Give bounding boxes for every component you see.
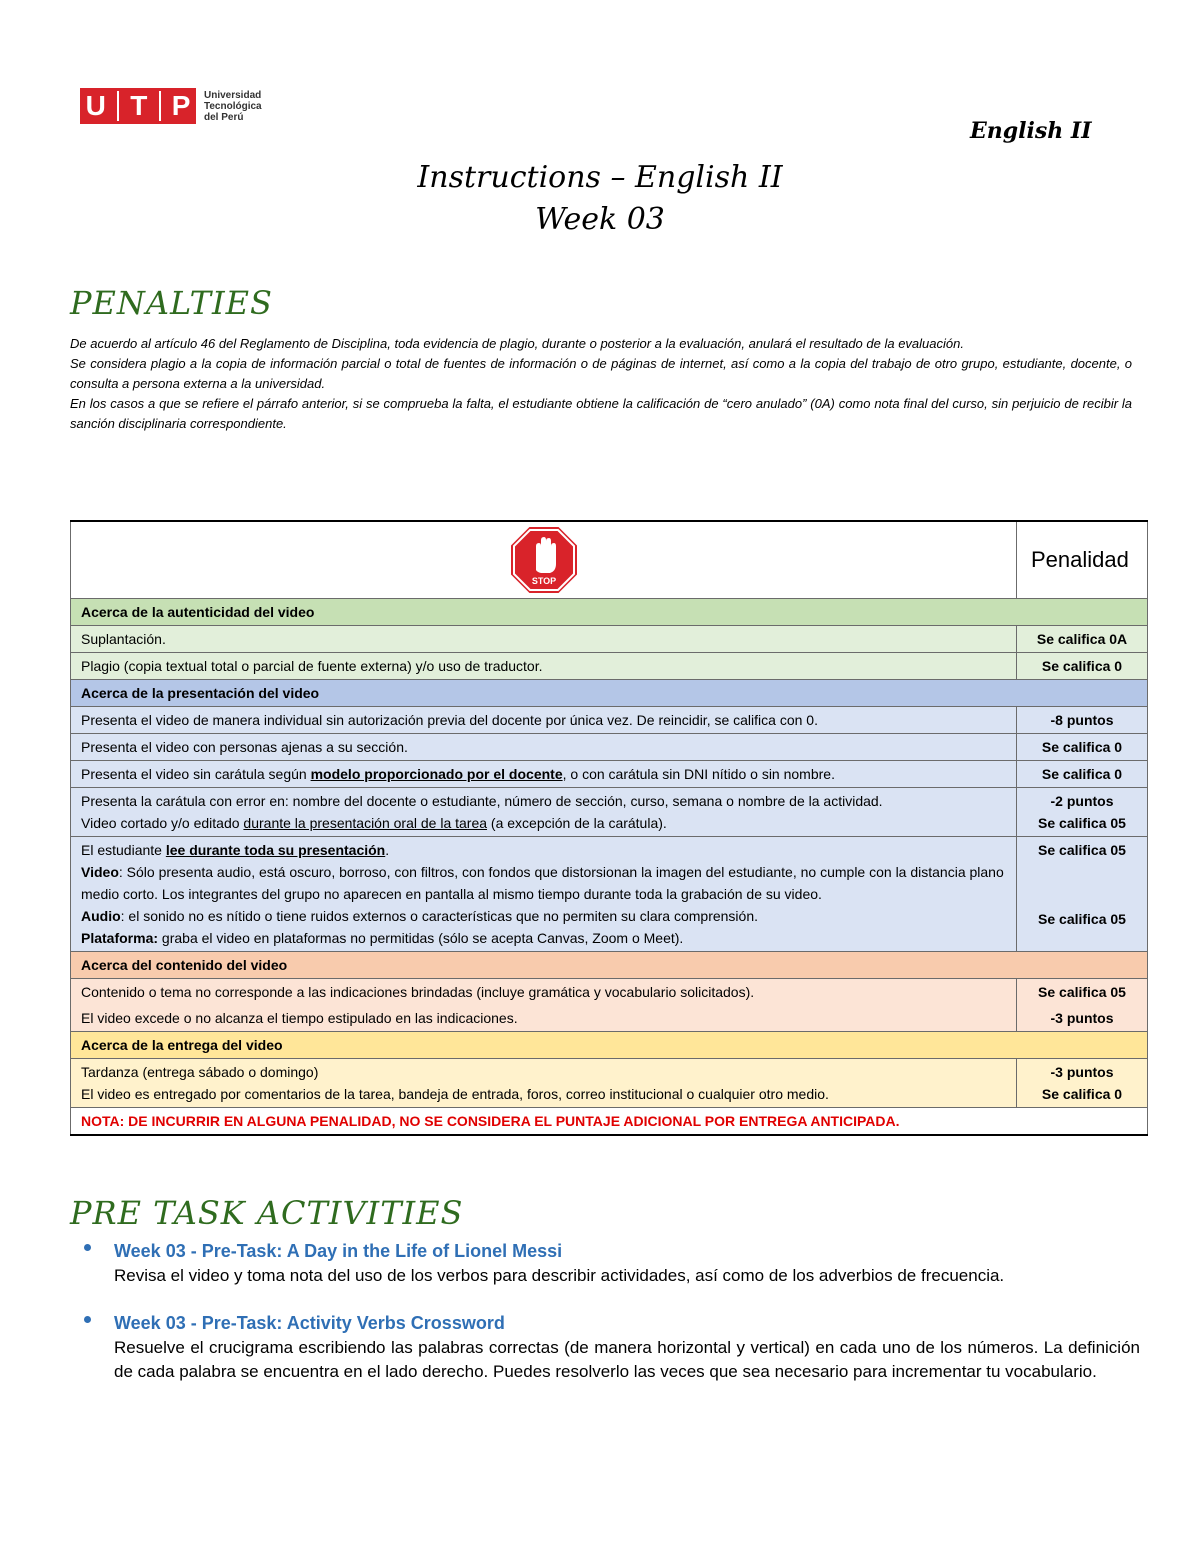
logo-text-line: del Perú bbox=[204, 111, 244, 123]
activity-description: Revisa el video y toma nota del uso de los verbos para describir actividades, así como de los adverbios de frecuencia. bbox=[114, 1266, 1005, 1285]
penalty-line bbox=[81, 905, 1006, 927]
penalties-paragraph: En los casos a que se refiere el párrafo anterior, si se comprueba la falta, el estudiante obtiene la calificación de “cero anulado” (0A) como nota final del curso, sin perjuicio de recibir la sanción disciplinaria correspondiente. bbox=[70, 396, 1132, 431]
utp-logo bbox=[80, 88, 262, 124]
penalty-value: Se califica 05 bbox=[1038, 842, 1126, 858]
penalty-line bbox=[81, 861, 1006, 905]
text-fragment: , o con carátula sin DNI nítido o sin nombre. bbox=[562, 766, 835, 782]
penalty-value-cell bbox=[1017, 979, 1148, 1032]
penalty-value: Se califica 0 bbox=[1041, 1086, 1123, 1102]
table-row bbox=[71, 653, 1148, 680]
activity-link-crossword[interactable]: Week 03 - Pre-Task: Activity Verbs Crossword bbox=[114, 1313, 505, 1333]
logo-text-line: Tecnológica bbox=[204, 100, 262, 112]
label-video: Video bbox=[81, 864, 119, 880]
penalty-value: Se califica 0 bbox=[1017, 653, 1148, 680]
table-row bbox=[71, 626, 1148, 653]
text-fragment: Presenta el video sin carátula según bbox=[81, 766, 311, 782]
penalty-line bbox=[81, 839, 1006, 861]
penalties-paragraph: Se considera plagio a la copia de información parcial o total de fuentes de información o de páginas de internet, así como a la copia del trabajo de otro grupo, estudiante, docente, o consulta a persona externa a la universidad. bbox=[70, 356, 1132, 391]
table-header-row bbox=[71, 521, 1148, 599]
table-note: NOTA: DE INCURRIR EN ALGUNA PENALIDAD, NO SE CONSIDERA EL PUNTAJE ADICIONAL POR ENTREGA ANTICIPADA. bbox=[71, 1108, 1148, 1136]
penalty-value: -2 puntos bbox=[1050, 793, 1114, 809]
logo-letter-t: T bbox=[130, 90, 148, 121]
text-fragment-underlined: durante la presentación oral de la tarea bbox=[243, 815, 488, 831]
penalty-value: Se califica 05 bbox=[1038, 815, 1126, 831]
table-note-row bbox=[71, 1108, 1148, 1136]
penalty-description bbox=[71, 979, 1017, 1032]
stop-sign-label: STOP bbox=[531, 576, 556, 586]
penalty-value: Se califica 0A bbox=[1017, 626, 1148, 653]
text-fragment: graba el video en plataformas no permitidas (sólo se acepta Canvas, Zoom o Meet). bbox=[158, 930, 684, 946]
category-row-presentation bbox=[71, 680, 1148, 707]
label-audio: Audio bbox=[81, 908, 121, 924]
penalty-value: Se califica 0 bbox=[1017, 734, 1148, 761]
penalty-value: -3 puntos bbox=[1050, 1010, 1114, 1026]
stop-sign-icon bbox=[508, 524, 580, 596]
text-fragment-underlined: lee durante toda su presentación bbox=[165, 842, 386, 858]
penalty-description: Suplantación. bbox=[71, 626, 1017, 653]
penalty-description bbox=[71, 788, 1017, 837]
text-fragment: El estudiante bbox=[81, 842, 166, 858]
activity-description: Resuelve el crucigrama escribiendo las palabras correctas (de manera horizontal y vertical) en cada uno de los números. La definición de cada palabra se encuentra en el lado derecho. Puedes resolverlo las veces que sea necesario para incrementar tu vocabulario. bbox=[114, 1338, 1140, 1381]
list-item bbox=[70, 1310, 1140, 1384]
penalty-description bbox=[71, 761, 1017, 788]
penalty-value-cell bbox=[1017, 788, 1148, 837]
table-row bbox=[71, 788, 1148, 837]
penalty-line bbox=[81, 927, 1006, 949]
penalty-description: Presenta el video de manera individual sin autorización previa del docente por única vez. De reincidir, se califica con 0. bbox=[71, 707, 1017, 734]
stop-sign-cell bbox=[71, 521, 1017, 599]
text-fragment: (a excepción de la carátula). bbox=[487, 815, 667, 831]
penalty-line: El video excede o no alcanza el tiempo estipulado en las indicaciones. bbox=[81, 1010, 518, 1026]
penalty-line: Presenta la carátula con error en: nombre del docente o estudiante, número de sección, curso, semana o nombre de la actividad. bbox=[81, 793, 883, 809]
bullet-icon bbox=[84, 1244, 91, 1251]
penalty-value-cell bbox=[1017, 837, 1148, 952]
page-title: Instructions – English II bbox=[417, 160, 783, 195]
category-label: Acerca de la presentación del video bbox=[71, 680, 1148, 707]
category-label: Acerca de la entrega del video bbox=[71, 1032, 1148, 1059]
logo-letter-p: P bbox=[171, 90, 191, 121]
table-row bbox=[71, 707, 1148, 734]
penalty-line: El video es entregado por comentarios de la tarea, bandeja de entrada, foros, correo institucional o cualquier otro medio. bbox=[81, 1086, 829, 1102]
pretask-heading: PRE TASK ACTIVITIES bbox=[70, 1194, 464, 1232]
pretask-list bbox=[70, 1238, 1140, 1406]
list-item bbox=[70, 1238, 1140, 1288]
table-row bbox=[71, 1059, 1148, 1108]
table-row bbox=[71, 979, 1148, 1032]
penalties-text bbox=[70, 334, 1132, 434]
penalty-value: Se califica 05 bbox=[1038, 911, 1126, 927]
penalty-description: Plagio (copia textual total o parcial de fuente externa) y/o uso de traductor. bbox=[71, 653, 1017, 680]
penalty-description bbox=[71, 837, 1017, 952]
penalties-heading: PENALTIES bbox=[70, 284, 273, 322]
label-platform: Plataforma: bbox=[81, 930, 159, 946]
penalty-description: Presenta el video con personas ajenas a su sección. bbox=[71, 734, 1017, 761]
penalty-table bbox=[70, 520, 1148, 1136]
penalty-value: Se califica 0 bbox=[1017, 761, 1148, 788]
penalty-line: Contenido o tema no corresponde a las indicaciones brindadas (incluye gramática y vocabulario solicitados). bbox=[81, 984, 755, 1000]
teacher-model-link-text: modelo proporcionado por el docente bbox=[310, 766, 563, 782]
table-row bbox=[71, 734, 1148, 761]
logo-letter-u: U bbox=[85, 90, 106, 121]
penalties-paragraph: De acuerdo al artículo 46 del Reglamento de Disciplina, toda evidencia de plagio, durante o posterior a la evaluación, anulará el resultado de la evaluación. bbox=[70, 336, 964, 351]
logo-text-line: Universidad bbox=[204, 89, 262, 101]
category-row-delivery bbox=[71, 1032, 1148, 1059]
category-label: Acerca del contenido del video bbox=[71, 952, 1148, 979]
text-fragment: . bbox=[385, 842, 390, 858]
penalty-line bbox=[81, 812, 1006, 834]
category-row-content bbox=[71, 952, 1148, 979]
text-fragment: : Sólo presenta audio, está oscuro, borroso, con filtros, con fondos que distorsionan la imagen del estudiante, no cumple con la distancia plano medio corto. Los integrantes del grupo no aparecen en pantalla al mismo tiempo durante toda la grabación de su video. bbox=[81, 864, 1004, 902]
course-label: English II bbox=[970, 118, 1092, 144]
logo-separator bbox=[117, 91, 119, 121]
table-row bbox=[71, 837, 1148, 952]
text-fragment: Video cortado y/o editado bbox=[81, 815, 244, 831]
penalty-value: -3 puntos bbox=[1050, 1064, 1114, 1080]
activity-link-messi[interactable]: Week 03 - Pre-Task: A Day in the Life of Lionel Messi bbox=[114, 1241, 563, 1261]
penalty-line: Tardanza (entrega sábado o domingo) bbox=[81, 1064, 319, 1080]
penalty-value-cell bbox=[1017, 1059, 1148, 1108]
table-row bbox=[71, 761, 1148, 788]
utp-logo-box bbox=[80, 88, 196, 124]
bullet-icon bbox=[84, 1316, 91, 1323]
penalty-value: Se califica 05 bbox=[1038, 984, 1126, 1000]
category-label: Acerca de la autenticidad del video bbox=[71, 599, 1148, 626]
column-header-penalty: Penalidad bbox=[1017, 521, 1148, 599]
text-fragment: : el sonido no es nítido o tiene ruidos externos o características que no permiten su clara comprensión. bbox=[120, 908, 759, 924]
category-row-authenticity bbox=[71, 599, 1148, 626]
logo-university-name bbox=[204, 90, 262, 123]
page-subtitle-week: Week 03 bbox=[535, 202, 665, 237]
penalty-value: -8 puntos bbox=[1017, 707, 1148, 734]
logo-separator bbox=[159, 91, 161, 121]
penalty-description bbox=[71, 1059, 1017, 1108]
spacer bbox=[1027, 861, 1137, 908]
